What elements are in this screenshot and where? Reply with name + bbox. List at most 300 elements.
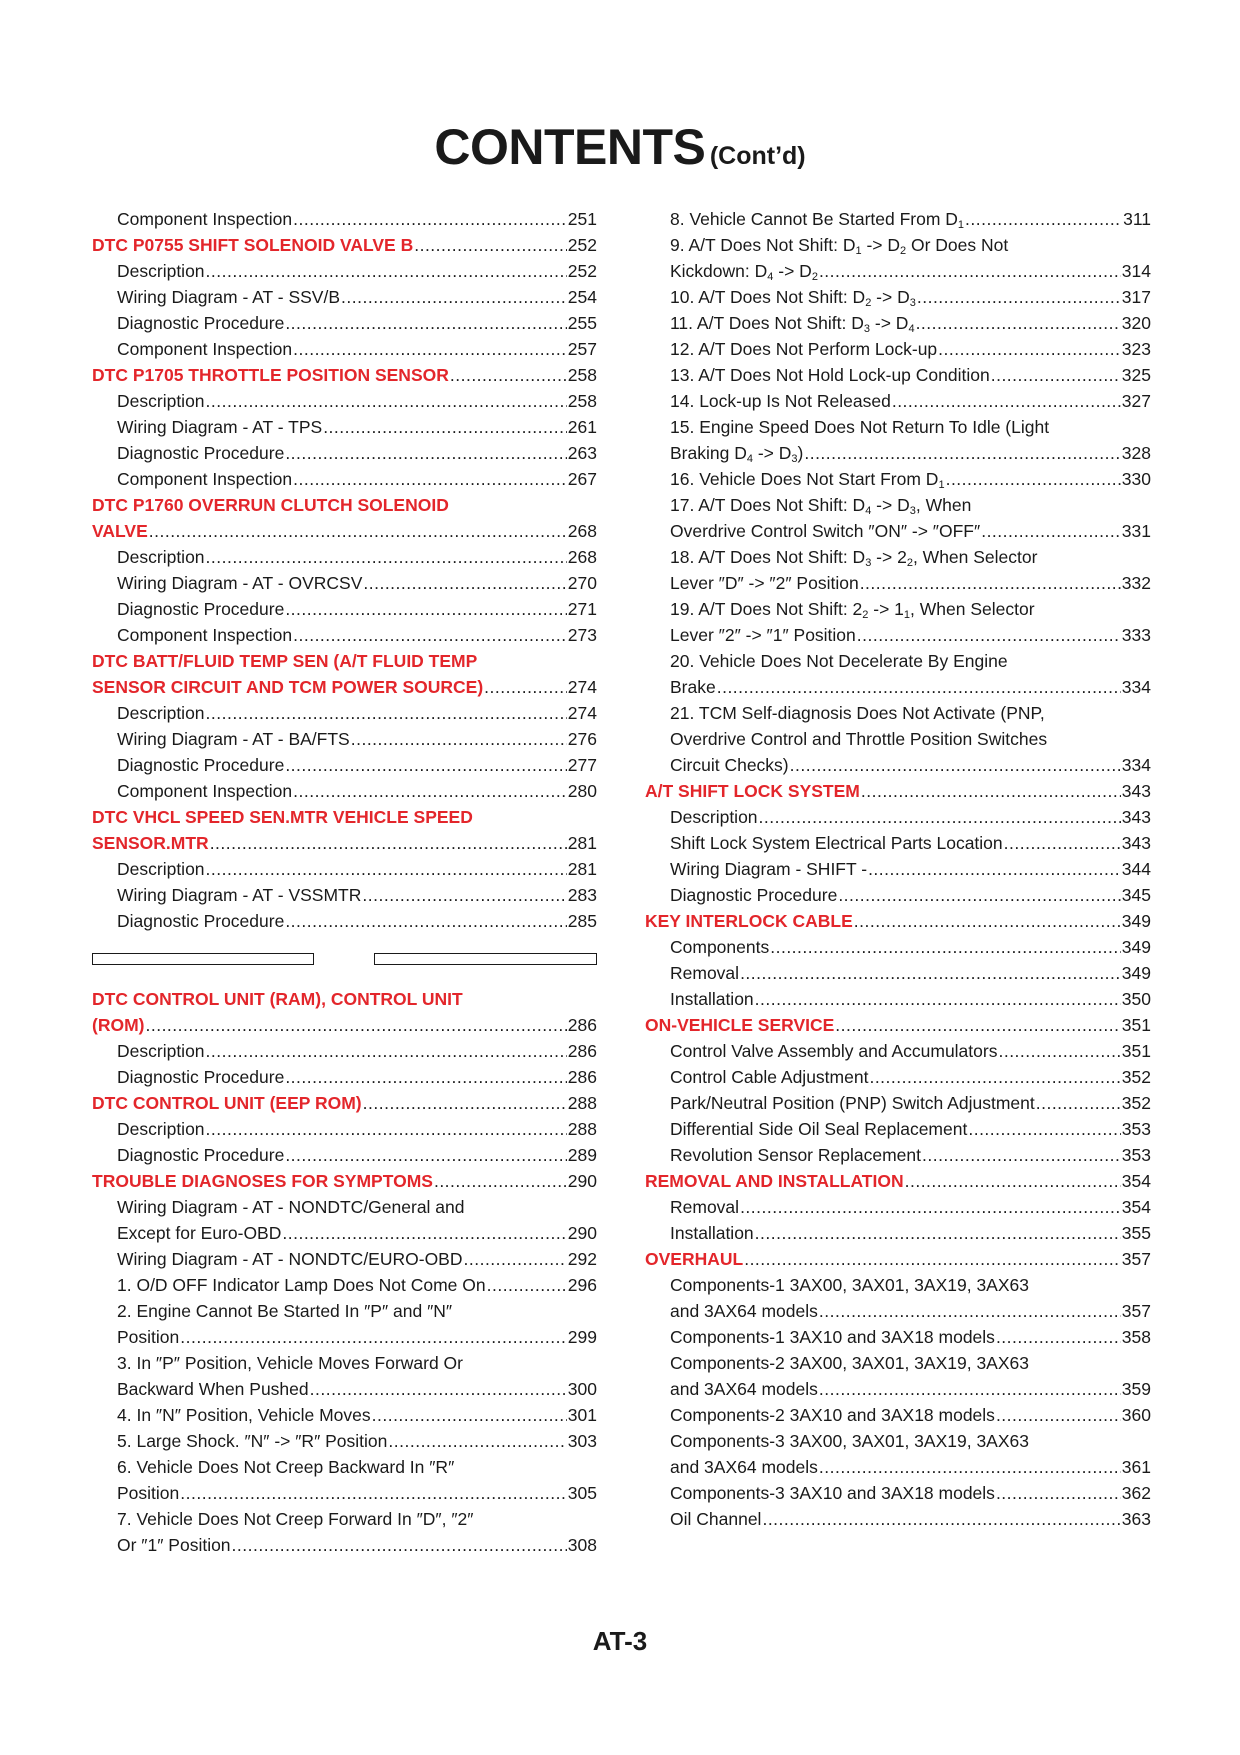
toc-entry[interactable] xyxy=(92,310,597,336)
toc-entry-text: Brake xyxy=(670,677,716,697)
toc-entry-text: 21. TCM Self-diagnosis Does Not Activate (PNP, xyxy=(670,703,1045,723)
toc-page-number: 352 xyxy=(1121,1067,1151,1087)
toc-dot-leader xyxy=(991,362,1121,388)
toc-line xyxy=(670,1324,1151,1350)
toc-line xyxy=(117,882,597,908)
toc-dot-leader xyxy=(206,1038,567,1064)
toc-entry-text: 2. Engine Cannot Be Started In ″P″ and ″N″ xyxy=(117,1301,453,1321)
toc-dot-leader xyxy=(968,1116,1120,1142)
toc-entry-text: Component Inspection xyxy=(117,625,293,645)
toc-line xyxy=(92,518,597,544)
toc-entry-text: Description xyxy=(117,859,205,879)
toc-line xyxy=(117,1402,597,1428)
toc-entry-text: 13. A/T Does Not Hold Lock-up Condition xyxy=(670,365,990,385)
toc-section-entry[interactable] xyxy=(92,362,597,388)
toc-entry[interactable] xyxy=(645,544,1151,596)
toc-page-number: 254 xyxy=(567,287,597,307)
toc-section-entry[interactable] xyxy=(92,648,597,700)
toc-entry[interactable] xyxy=(645,284,1151,310)
toc-entry[interactable] xyxy=(645,960,1151,986)
toc-left-column xyxy=(92,206,597,1558)
toc-line xyxy=(670,622,1151,648)
toc-entry[interactable] xyxy=(645,934,1151,960)
toc-entry[interactable] xyxy=(92,258,597,284)
toc-entry[interactable] xyxy=(645,1428,1151,1480)
toc-entry-text: Diagnostic Procedure xyxy=(117,443,285,463)
toc-page-number: 290 xyxy=(567,1223,597,1243)
toc-line xyxy=(117,1428,597,1454)
toc-dot-leader xyxy=(740,960,1121,986)
toc-line xyxy=(92,1168,597,1194)
toc-entry-text: Park/Neutral Position (PNP) Switch Adjustment xyxy=(670,1093,1035,1113)
toc-page-number: 352 xyxy=(1121,1093,1151,1113)
toc-entry[interactable] xyxy=(645,1038,1151,1064)
toc-section-entry[interactable] xyxy=(92,1168,597,1194)
toc-entry-text: Lever ″2″ -> ″1″ Position xyxy=(670,625,856,645)
toc-line xyxy=(92,1090,597,1116)
toc-page-number: 277 xyxy=(567,755,597,775)
toc-page-number: 257 xyxy=(567,339,597,359)
toc-entry-text: Diagnostic Procedure xyxy=(117,1145,285,1165)
toc-entry-text: Components-1 3AX00, 3AX01, 3AX19, 3AX63 xyxy=(670,1275,1029,1295)
toc-line xyxy=(92,804,597,830)
toc-page-number: 255 xyxy=(567,313,597,333)
toc-entry-text: 8. Vehicle Cannot Be Started From $D_1$ xyxy=(670,209,965,231)
toc-line xyxy=(645,908,1151,934)
toc-line xyxy=(670,492,1151,518)
toc-left-top xyxy=(92,206,597,934)
toc-entry[interactable] xyxy=(645,1506,1151,1532)
toc-entry-text: Components-2 3AX10 and 3AX18 models xyxy=(670,1405,995,1425)
toc-line xyxy=(645,778,1151,804)
toc-entry[interactable] xyxy=(92,1454,597,1506)
toc-entry-text: DTC BATT/FLUID TEMP SEN (A/T FLUID TEMP xyxy=(92,651,478,671)
toc-page-number: 273 xyxy=(567,625,597,645)
toc-entry-text: 15. Engine Speed Does Not Return To Idle (Light xyxy=(670,417,1050,437)
toc-line xyxy=(670,986,1151,1012)
toc-entry-text: Description xyxy=(670,807,758,827)
toc-entry[interactable] xyxy=(92,1506,597,1558)
toc-entry-text: Description xyxy=(117,261,205,281)
toc-page-number: 271 xyxy=(567,599,597,619)
toc-entry-text: Component Inspection xyxy=(117,339,293,359)
toc-entry[interactable] xyxy=(645,388,1151,414)
toc-line xyxy=(117,1324,597,1350)
toc-dot-leader xyxy=(804,440,1120,466)
toc-line xyxy=(117,1376,597,1402)
toc-line xyxy=(670,206,1151,232)
toc-dot-leader xyxy=(206,700,567,726)
toc-entry[interactable] xyxy=(92,336,597,362)
toc-entry-text: 1. O/D OFF Indicator Lamp Does Not Come On xyxy=(117,1275,486,1295)
toc-entry[interactable] xyxy=(92,622,597,648)
toc-page-number: 343 xyxy=(1121,807,1151,827)
toc-page-number: 263 xyxy=(567,443,597,463)
toc-entry[interactable] xyxy=(645,1090,1151,1116)
toc-entry[interactable] xyxy=(645,1402,1151,1428)
toc-line xyxy=(670,310,1151,336)
toc-dot-leader xyxy=(285,1064,566,1090)
toc-entry[interactable] xyxy=(92,1350,597,1402)
toc-dot-leader xyxy=(323,414,567,440)
toc-entry[interactable] xyxy=(92,1246,597,1272)
toc-page-number: 268 xyxy=(567,547,597,567)
toc-line xyxy=(670,752,1151,778)
toc-entry[interactable] xyxy=(645,1142,1151,1168)
toc-page-number: 308 xyxy=(567,1535,597,1555)
toc-section-entry[interactable] xyxy=(645,1246,1151,1272)
toc-entry-text: Components xyxy=(670,937,770,957)
toc-dot-leader xyxy=(819,258,1121,284)
toc-page-number: 328 xyxy=(1121,443,1151,463)
toc-dot-leader xyxy=(819,1454,1121,1480)
toc-line xyxy=(670,1064,1151,1090)
toc-dot-leader xyxy=(149,518,567,544)
toc-entry-text: Description xyxy=(117,391,205,411)
toc-entry-text: Revolution Sensor Replacement xyxy=(670,1145,921,1165)
toc-entry[interactable] xyxy=(92,466,597,492)
toc-page-number: 351 xyxy=(1121,1015,1151,1035)
toc-entry[interactable] xyxy=(92,414,597,440)
toc-entry-text: Wiring Diagram - AT - VSSMTR xyxy=(117,885,362,905)
toc-entry-text: Removal xyxy=(670,963,740,983)
toc-line xyxy=(117,1194,597,1220)
toc-section-entry[interactable] xyxy=(645,1012,1151,1038)
toc-entry[interactable] xyxy=(645,310,1151,336)
toc-page-number: 283 xyxy=(567,885,597,905)
toc-section-entry[interactable] xyxy=(645,1168,1151,1194)
toc-entry[interactable] xyxy=(645,648,1151,700)
toc-line xyxy=(670,856,1151,882)
toc-entry-text: KEY INTERLOCK CABLE xyxy=(645,911,853,931)
toc-line xyxy=(92,648,597,674)
toc-dot-leader xyxy=(759,804,1121,830)
toc-page-number: 355 xyxy=(1121,1223,1151,1243)
toc-line xyxy=(92,232,597,258)
toc-page-number: 332 xyxy=(1121,573,1151,593)
toc-line xyxy=(117,206,597,232)
toc-page-number: 268 xyxy=(567,521,597,541)
toc-dot-leader xyxy=(868,856,1121,882)
toc-entry-text: Components-2 3AX00, 3AX01, 3AX19, 3AX63 xyxy=(670,1353,1029,1373)
toc-dot-leader xyxy=(981,518,1121,544)
toc-line xyxy=(670,960,1151,986)
toc-section-entry[interactable] xyxy=(645,908,1151,934)
toc-dot-leader xyxy=(487,1272,567,1298)
toc-dot-leader xyxy=(285,752,566,778)
toc-entry[interactable] xyxy=(645,232,1151,284)
toc-entry[interactable] xyxy=(645,830,1151,856)
toc-entry[interactable] xyxy=(645,336,1151,362)
toc-section-entry[interactable] xyxy=(92,1090,597,1116)
toc-entry-text: Components-1 3AX10 and 3AX18 models xyxy=(670,1327,995,1347)
toc-page-number: 276 xyxy=(567,729,597,749)
toc-entry[interactable] xyxy=(645,1194,1151,1220)
toc-entry-text: REMOVAL AND INSTALLATION xyxy=(645,1171,904,1191)
toc-line xyxy=(117,596,597,622)
toc-entry[interactable] xyxy=(92,544,597,570)
toc-page-number: 288 xyxy=(567,1119,597,1139)
toc-entry[interactable] xyxy=(92,1142,597,1168)
toc-entry[interactable] xyxy=(92,908,597,934)
toc-page-number: 300 xyxy=(567,1379,597,1399)
toc-dot-leader xyxy=(293,206,567,232)
toc-dot-leader xyxy=(861,778,1121,804)
toc-entry-text: 16. Vehicle Does Not Start From $D_1$ xyxy=(670,469,945,491)
toc-line xyxy=(670,440,1151,466)
toc-entry-text: 10. A/T Does Not Shift: $D_2 -> D_3$ xyxy=(670,287,916,309)
toc-page-number: 303 xyxy=(567,1431,597,1451)
toc-page-number: 285 xyxy=(567,911,597,931)
toc-entry[interactable] xyxy=(92,1064,597,1090)
toc-line xyxy=(670,1454,1151,1480)
toc-entry[interactable] xyxy=(645,1064,1151,1090)
toc-line xyxy=(117,778,597,804)
toc-section-entry[interactable] xyxy=(92,804,597,856)
toc-dot-leader xyxy=(869,1064,1120,1090)
toc-line xyxy=(670,570,1151,596)
toc-entry[interactable] xyxy=(645,986,1151,1012)
toc-page-number: 252 xyxy=(567,261,597,281)
toc-entry-text: Diagnostic Procedure xyxy=(117,1067,285,1087)
toc-dot-leader xyxy=(770,934,1121,960)
separator-box-left xyxy=(92,953,314,965)
toc-entry[interactable] xyxy=(92,388,597,414)
toc-entry[interactable] xyxy=(92,570,597,596)
toc-page-number: 289 xyxy=(567,1145,597,1165)
toc-entry[interactable] xyxy=(92,1428,597,1454)
toc-entry[interactable] xyxy=(92,778,597,804)
toc-entry-text: 7. Vehicle Does Not Creep Forward In ″D″, ″2″ xyxy=(117,1509,474,1529)
toc-entry[interactable] xyxy=(92,1272,597,1298)
toc-entry[interactable] xyxy=(92,752,597,778)
toc-entry[interactable] xyxy=(92,596,597,622)
page-title xyxy=(0,119,1240,175)
toc-line xyxy=(92,830,597,856)
toc-line xyxy=(117,1532,597,1558)
toc-page-number: 349 xyxy=(1121,911,1151,931)
toc-entry[interactable] xyxy=(92,856,597,882)
toc-entry[interactable] xyxy=(645,1272,1151,1324)
toc-line xyxy=(670,934,1151,960)
toc-page-number: 292 xyxy=(567,1249,597,1269)
toc-entry[interactable] xyxy=(645,882,1151,908)
toc-line xyxy=(670,1506,1151,1532)
toc-entry-text: Differential Side Oil Seal Replacement xyxy=(670,1119,968,1139)
toc-entry[interactable] xyxy=(92,700,597,726)
toc-page-number: 327 xyxy=(1121,391,1151,411)
toc-section-entry[interactable] xyxy=(92,986,597,1038)
toc-dot-leader xyxy=(362,882,566,908)
toc-dot-leader xyxy=(206,388,567,414)
toc-page-number: 305 xyxy=(567,1483,597,1503)
toc-entry[interactable] xyxy=(645,1350,1151,1402)
toc-entry-text: Diagnostic Procedure xyxy=(117,599,285,619)
toc-entry-text: 17. A/T Does Not Shift: $D_4 -> D_3$, When xyxy=(670,495,972,517)
toc-entry[interactable] xyxy=(645,1324,1151,1350)
toc-entry-text: Component Inspection xyxy=(117,469,293,489)
toc-line xyxy=(670,1350,1151,1376)
toc-entry-text: and 3AX64 models xyxy=(670,1301,818,1321)
toc-entry[interactable] xyxy=(92,440,597,466)
toc-entry[interactable] xyxy=(645,492,1151,544)
toc-entry-text: (ROM) xyxy=(92,1015,145,1035)
toc-line xyxy=(117,622,597,648)
toc-line xyxy=(117,1038,597,1064)
toc-entry-text: Control Cable Adjustment xyxy=(670,1067,869,1087)
toc-line xyxy=(92,492,597,518)
toc-section-entry[interactable] xyxy=(645,778,1151,804)
toc-entry-text: DTC CONTROL UNIT (RAM), CONTROL UNIT xyxy=(92,989,463,1009)
toc-entry[interactable] xyxy=(92,1194,597,1246)
toc-page-number: 252 xyxy=(567,235,597,255)
toc-entry[interactable] xyxy=(92,726,597,752)
toc-entry-text: DTC VHCL SPEED SEN.MTR VEHICLE SPEED xyxy=(92,807,473,827)
toc-section-entry[interactable] xyxy=(92,492,597,544)
toc-page-number: 281 xyxy=(567,859,597,879)
toc-line xyxy=(670,1298,1151,1324)
toc-entry[interactable] xyxy=(92,1038,597,1064)
toc-page-number: 274 xyxy=(567,677,597,697)
toc-line xyxy=(117,466,597,492)
toc-dot-leader xyxy=(310,1376,567,1402)
toc-line xyxy=(670,336,1151,362)
toc-entry[interactable] xyxy=(645,206,1151,232)
toc-line xyxy=(670,466,1151,492)
toc-line xyxy=(117,440,597,466)
toc-page-number: 357 xyxy=(1121,1249,1151,1269)
toc-page-number: 281 xyxy=(567,833,597,853)
toc-entry-text: Wiring Diagram - SHIFT - xyxy=(670,859,868,879)
toc-entry-text: VALVE xyxy=(92,521,148,541)
toc-entry-text: DTC P0755 SHIFT SOLENOID VALVE B xyxy=(92,235,414,255)
toc-dot-leader xyxy=(892,388,1121,414)
toc-entry-text: 3. In ″P″ Position, Vehicle Moves Forward Or xyxy=(117,1353,464,1373)
toc-entry[interactable] xyxy=(92,1298,597,1350)
toc-line xyxy=(117,570,597,596)
toc-dot-leader xyxy=(285,310,566,336)
toc-page-number: 258 xyxy=(567,391,597,411)
toc-page-number: 299 xyxy=(567,1327,597,1347)
toc-entry-text: Kickdown: $D_4 -> D_2$ xyxy=(670,261,818,283)
toc-line xyxy=(670,1142,1151,1168)
toc-entry[interactable] xyxy=(645,1220,1151,1246)
toc-entry-text: Wiring Diagram - AT - NONDTC/EURO-OBD xyxy=(117,1249,463,1269)
toc-entry[interactable] xyxy=(645,856,1151,882)
toc-page-number: 317 xyxy=(1121,287,1151,307)
toc-page-number: 354 xyxy=(1121,1197,1151,1217)
toc-dot-leader xyxy=(293,336,567,362)
toc-page-number: 354 xyxy=(1121,1171,1151,1191)
toc-entry-text: 18. A/T Does Not Shift: $D_3 -> 2_2$, When Selector xyxy=(670,547,1038,569)
page-number: AT-3 xyxy=(592,1626,648,1656)
toc-line xyxy=(117,752,597,778)
toc-entry[interactable] xyxy=(92,284,597,310)
toc-entry-text: Wiring Diagram - AT - NONDTC/General and xyxy=(117,1197,465,1217)
toc-dot-leader xyxy=(835,1012,1121,1038)
toc-dot-leader xyxy=(996,1324,1121,1350)
toc-line xyxy=(92,674,597,700)
toc-line xyxy=(670,726,1151,752)
toc-entry[interactable] xyxy=(645,414,1151,466)
toc-entry[interactable] xyxy=(645,1480,1151,1506)
toc-entry[interactable] xyxy=(645,466,1151,492)
toc-entry-text: Wiring Diagram - AT - BA/FTS xyxy=(117,729,350,749)
toc-page-number: 290 xyxy=(567,1171,597,1191)
toc-left-bottom xyxy=(92,986,597,1558)
toc-page-number: 345 xyxy=(1121,885,1151,905)
toc-line xyxy=(670,804,1151,830)
toc-line xyxy=(117,544,597,570)
toc-page-number: 331 xyxy=(1121,521,1151,541)
toc-entry-text: Component Inspection xyxy=(117,209,293,229)
toc-entry-text: Components-3 3AX00, 3AX01, 3AX19, 3AX63 xyxy=(670,1431,1029,1451)
toc-entry-text: Installation xyxy=(670,989,754,1009)
toc-entry-text: Wiring Diagram - AT - OVRCSV xyxy=(117,573,363,593)
toc-line xyxy=(670,362,1151,388)
toc-dot-leader xyxy=(180,1324,567,1350)
toc-dot-leader xyxy=(996,1402,1121,1428)
toc-line xyxy=(117,1454,597,1480)
toc-page-number: 270 xyxy=(567,573,597,593)
toc-dot-leader xyxy=(293,622,567,648)
toc-dot-leader xyxy=(819,1376,1121,1402)
toc-entry[interactable] xyxy=(645,596,1151,648)
toc-line xyxy=(670,596,1151,622)
toc-line xyxy=(670,1038,1151,1064)
toc-page-number: 344 xyxy=(1121,859,1151,879)
toc-page-number: 358 xyxy=(1121,1327,1151,1347)
toc-dot-leader xyxy=(854,908,1121,934)
toc-entry-text: Circuit Checks) xyxy=(670,755,789,775)
toc-page-number: 333 xyxy=(1121,625,1151,645)
toc-dot-leader xyxy=(922,1142,1121,1168)
toc-line xyxy=(117,336,597,362)
toc-entry[interactable] xyxy=(645,1116,1151,1142)
toc-dot-leader xyxy=(996,1480,1121,1506)
toc-entry-text: 5. Large Shock. ″N″ -> ″R″ Position xyxy=(117,1431,388,1451)
toc-dot-leader xyxy=(905,1168,1121,1194)
toc-dot-leader xyxy=(917,284,1121,310)
toc-entry[interactable] xyxy=(92,1116,597,1142)
toc-dot-leader xyxy=(293,778,567,804)
toc-entry[interactable] xyxy=(645,700,1151,778)
toc-entry[interactable] xyxy=(92,206,597,232)
toc-line xyxy=(670,544,1151,570)
toc-page-number: 267 xyxy=(567,469,597,489)
toc-entry[interactable] xyxy=(92,1402,597,1428)
toc-entry[interactable] xyxy=(645,804,1151,830)
toc-dot-leader xyxy=(232,1532,567,1558)
toc-entry-text: Or ″1″ Position xyxy=(117,1535,231,1555)
toc-line xyxy=(670,1116,1151,1142)
toc-entry-text: Diagnostic Procedure xyxy=(670,885,838,905)
toc-page-number: 351 xyxy=(1121,1041,1151,1061)
toc-dot-leader xyxy=(206,1116,567,1142)
toc-dot-leader xyxy=(414,232,567,258)
toc-entry-text: 9. A/T Does Not Shift: $D_1 -> D_2$ Or Does Not xyxy=(670,235,1009,257)
toc-line xyxy=(670,1402,1151,1428)
toc-line xyxy=(117,284,597,310)
toc-line xyxy=(670,648,1151,674)
toc-section-entry[interactable] xyxy=(92,232,597,258)
toc-dot-leader xyxy=(180,1480,567,1506)
toc-entry[interactable] xyxy=(92,882,597,908)
toc-line xyxy=(670,1272,1151,1298)
toc-page-number: 353 xyxy=(1121,1119,1151,1139)
toc-entry-text: Description xyxy=(117,1119,205,1139)
toc-entry[interactable] xyxy=(645,362,1151,388)
